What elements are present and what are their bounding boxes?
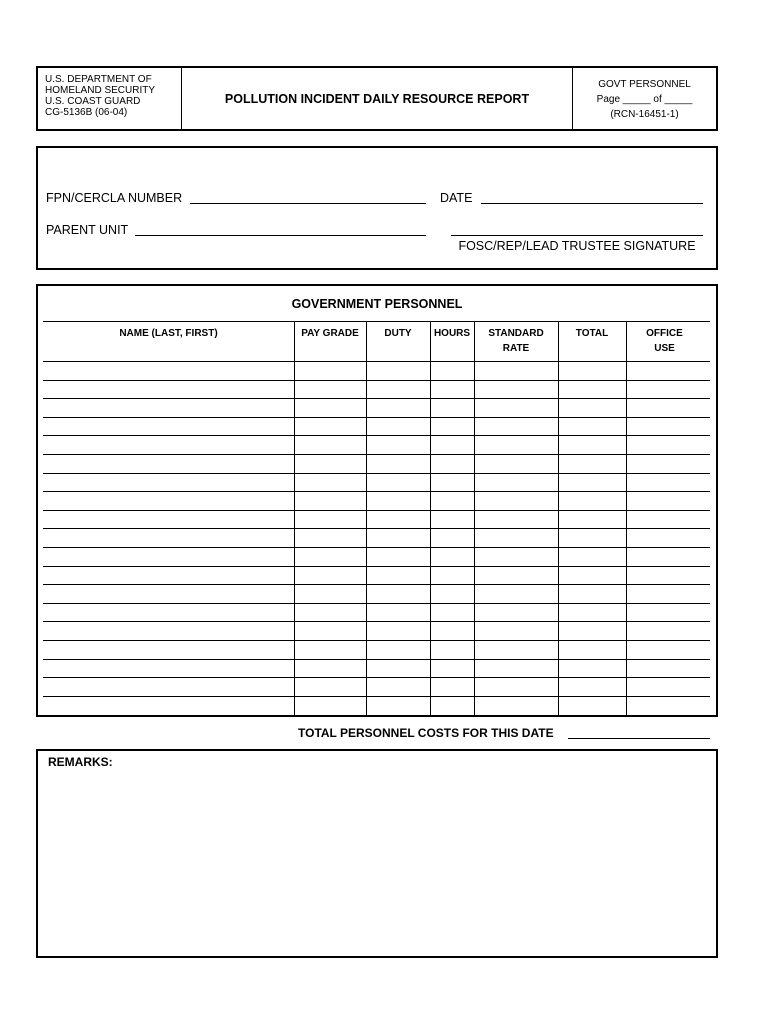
table-cell[interactable] <box>474 528 558 547</box>
table-cell[interactable] <box>366 603 430 622</box>
table-cell[interactable] <box>43 584 294 603</box>
table-cell[interactable] <box>474 621 558 640</box>
govt-personnel-block <box>572 68 716 129</box>
table-cell[interactable] <box>474 361 558 380</box>
table-cell[interactable] <box>474 417 558 436</box>
table-cell[interactable] <box>558 491 626 510</box>
table-cell[interactable] <box>430 510 474 529</box>
table-cell[interactable] <box>366 398 430 417</box>
table-cell[interactable] <box>474 603 558 622</box>
table-cell[interactable] <box>43 380 294 399</box>
column-header <box>430 326 474 341</box>
signature-field[interactable] <box>451 235 703 236</box>
table-cell[interactable] <box>294 621 366 640</box>
table-cell[interactable] <box>626 398 703 417</box>
table-cell[interactable] <box>474 659 558 678</box>
column-header <box>474 326 558 356</box>
table-cell[interactable] <box>430 491 474 510</box>
table-cell[interactable] <box>430 417 474 436</box>
table-cell[interactable] <box>366 621 430 640</box>
table-cell[interactable] <box>474 677 558 696</box>
table-cell[interactable] <box>43 547 294 566</box>
fpn-label: FPN/CERCLA NUMBER <box>46 191 183 205</box>
table-cell[interactable] <box>430 584 474 603</box>
table-cell[interactable] <box>294 640 366 659</box>
table-cell[interactable] <box>294 528 366 547</box>
table-cell[interactable] <box>474 547 558 566</box>
table-cell[interactable] <box>430 566 474 585</box>
table-cell[interactable] <box>558 398 626 417</box>
table-cell[interactable] <box>558 621 626 640</box>
table-cell[interactable] <box>294 659 366 678</box>
table-cell[interactable] <box>43 510 294 529</box>
table-cell[interactable] <box>294 361 366 380</box>
table-cell[interactable] <box>558 454 626 473</box>
table-cell[interactable] <box>366 640 430 659</box>
table-cell[interactable] <box>558 547 626 566</box>
form-number: CG-5136B (06-04) <box>45 107 128 118</box>
incident-info-box <box>36 146 718 270</box>
table-cell[interactable] <box>366 547 430 566</box>
table-cell[interactable] <box>430 361 474 380</box>
table-cell[interactable] <box>366 361 430 380</box>
table-cell[interactable] <box>294 491 366 510</box>
column-header <box>366 326 430 341</box>
signature-label: FOSC/REP/LEAD TRUSTEE SIGNATURE <box>458 239 696 253</box>
table-cell[interactable] <box>366 491 430 510</box>
table-cell[interactable] <box>558 361 626 380</box>
column-header-line: DUTY <box>384 328 412 339</box>
table-cell[interactable] <box>43 677 294 696</box>
table-cell[interactable] <box>294 454 366 473</box>
column-header-line: NAME (LAST, FIRST) <box>119 328 218 339</box>
table-cell[interactable] <box>626 473 703 492</box>
agency-block <box>38 68 182 129</box>
table-cell[interactable] <box>558 566 626 585</box>
table-cell[interactable] <box>43 435 294 454</box>
table-cell[interactable] <box>294 603 366 622</box>
table-cell[interactable] <box>474 398 558 417</box>
table-cell[interactable] <box>626 491 703 510</box>
parent-unit-field[interactable] <box>135 235 426 236</box>
section-title: GOVERNMENT PERSONNEL <box>291 297 463 311</box>
column-header-line: HOURS <box>433 328 471 339</box>
table-cell[interactable] <box>43 566 294 585</box>
personnel-grid <box>43 321 710 715</box>
table-cell[interactable] <box>43 603 294 622</box>
total-costs-label: TOTAL PERSONNEL COSTS FOR THIS DATE <box>298 726 554 740</box>
fpn-field[interactable] <box>190 203 426 204</box>
column-header <box>626 326 703 356</box>
table-cell[interactable] <box>626 677 703 696</box>
table-cell[interactable] <box>430 380 474 399</box>
table-cell[interactable] <box>558 380 626 399</box>
table-cell[interactable] <box>366 528 430 547</box>
table-cell[interactable] <box>558 528 626 547</box>
agency-line: U.S. COAST GUARD <box>45 96 141 107</box>
table-cell[interactable] <box>43 417 294 436</box>
agency-line: U.S. DEPARTMENT OF <box>45 74 152 85</box>
table-cell[interactable] <box>43 454 294 473</box>
table-cell[interactable] <box>430 603 474 622</box>
table-cell[interactable] <box>626 417 703 436</box>
table-cell[interactable] <box>366 659 430 678</box>
table-cell[interactable] <box>474 510 558 529</box>
form-title: POLLUTION INCIDENT DAILY RESOURCE REPORT <box>224 91 530 106</box>
table-cell[interactable] <box>294 510 366 529</box>
table-cell[interactable] <box>474 640 558 659</box>
table-cell[interactable] <box>430 677 474 696</box>
table-top-line <box>43 321 710 322</box>
table-cell[interactable] <box>474 491 558 510</box>
table-cell[interactable] <box>366 677 430 696</box>
table-cell[interactable] <box>430 621 474 640</box>
table-cell[interactable] <box>294 380 366 399</box>
table-cell[interactable] <box>474 584 558 603</box>
column-header <box>294 326 366 341</box>
table-cell[interactable] <box>366 435 430 454</box>
column-header-line: OFFICE <box>646 328 683 339</box>
table-cell[interactable] <box>558 603 626 622</box>
table-cell[interactable] <box>430 473 474 492</box>
table-cell[interactable] <box>626 510 703 529</box>
table-cell[interactable] <box>626 435 703 454</box>
table-cell[interactable] <box>430 640 474 659</box>
table-cell[interactable] <box>626 640 703 659</box>
column-header-line: TOTAL <box>575 328 609 339</box>
agency-line: HOMELAND SECURITY <box>45 85 156 96</box>
table-cell[interactable] <box>294 473 366 492</box>
table-cell[interactable] <box>626 528 703 547</box>
table-cell[interactable] <box>474 454 558 473</box>
table-cell[interactable] <box>430 528 474 547</box>
table-cell[interactable] <box>626 603 703 622</box>
table-cell[interactable] <box>430 547 474 566</box>
table-cell[interactable] <box>474 566 558 585</box>
table-cell[interactable] <box>558 435 626 454</box>
table-cell[interactable] <box>43 621 294 640</box>
table-row-line <box>43 696 710 697</box>
table-cell[interactable] <box>558 473 626 492</box>
table-cell[interactable] <box>558 510 626 529</box>
table-cell[interactable] <box>294 435 366 454</box>
table-cell[interactable] <box>430 398 474 417</box>
form-header <box>36 66 718 131</box>
remarks-label: REMARKS: <box>48 755 113 769</box>
table-cell[interactable] <box>43 640 294 659</box>
rcn-label: (RCN-16451-1) <box>610 109 679 120</box>
table-cell[interactable] <box>474 435 558 454</box>
table-cell[interactable] <box>430 435 474 454</box>
table-cell[interactable] <box>43 398 294 417</box>
column-header <box>43 326 294 341</box>
table-cell[interactable] <box>294 566 366 585</box>
table-cell[interactable] <box>43 361 294 380</box>
page-of-label: Page _____ of _____ <box>596 94 693 105</box>
table-cell[interactable] <box>366 566 430 585</box>
table-cell[interactable] <box>558 677 626 696</box>
date-label: DATE <box>440 191 473 205</box>
table-cell[interactable] <box>626 454 703 473</box>
table-cell[interactable] <box>366 584 430 603</box>
table-cell[interactable] <box>626 547 703 566</box>
table-cell[interactable] <box>430 659 474 678</box>
table-cell[interactable] <box>626 621 703 640</box>
remarks-box <box>36 749 718 958</box>
table-cell[interactable] <box>430 454 474 473</box>
table-cell[interactable] <box>626 566 703 585</box>
table-cell[interactable] <box>558 659 626 678</box>
table-cell[interactable] <box>43 491 294 510</box>
table-cell[interactable] <box>558 584 626 603</box>
table-cell[interactable] <box>43 473 294 492</box>
table-cell[interactable] <box>626 659 703 678</box>
column-header-line: PAY GRADE <box>301 328 359 339</box>
government-personnel-table <box>36 284 718 717</box>
parent-unit-label: PARENT UNIT <box>46 223 129 237</box>
table-cell[interactable] <box>474 473 558 492</box>
govt-personnel-label: GOVT PERSONNEL <box>598 79 691 90</box>
column-header-line: RATE <box>502 343 530 354</box>
table-cell[interactable] <box>366 473 430 492</box>
total-costs-field[interactable] <box>568 738 710 739</box>
date-field[interactable] <box>481 203 703 204</box>
table-cell[interactable] <box>366 380 430 399</box>
table-cell[interactable] <box>558 640 626 659</box>
table-cell[interactable] <box>366 417 430 436</box>
table-cell[interactable] <box>294 584 366 603</box>
table-cell[interactable] <box>294 417 366 436</box>
table-cell[interactable] <box>366 454 430 473</box>
column-header-line: STANDARD <box>488 328 544 339</box>
column-header-line: USE <box>654 343 675 354</box>
table-cell[interactable] <box>366 510 430 529</box>
table-cell[interactable] <box>558 417 626 436</box>
table-cell[interactable] <box>626 361 703 380</box>
table-cell[interactable] <box>474 380 558 399</box>
table-cell[interactable] <box>294 547 366 566</box>
table-cell[interactable] <box>626 584 703 603</box>
table-cell[interactable] <box>626 380 703 399</box>
table-cell[interactable] <box>43 528 294 547</box>
table-cell[interactable] <box>43 659 294 678</box>
remarks-textarea[interactable] <box>44 775 710 950</box>
table-cell[interactable] <box>294 677 366 696</box>
table-cell[interactable] <box>294 398 366 417</box>
column-header <box>558 326 626 341</box>
